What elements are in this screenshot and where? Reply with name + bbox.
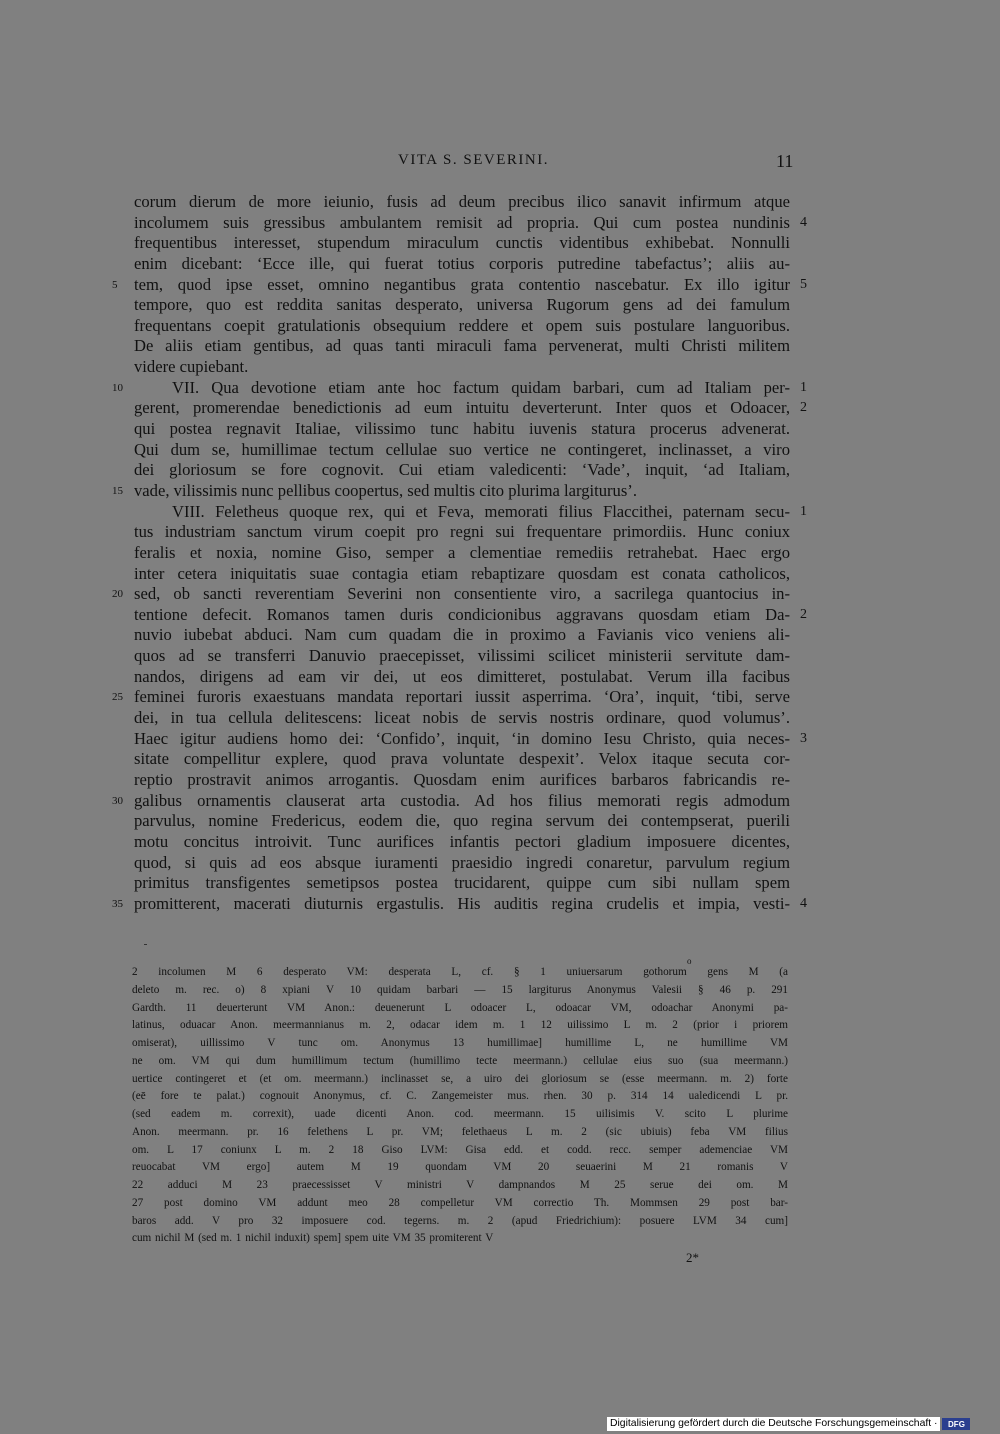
text-line-content: feminei furoris exaestuans mandata reportari iussit asperrima. ‘Ora’, inquit, ‘tibi, serve [134, 687, 790, 707]
text-line-content: sitate compellitur explere, quod prava voluntate despexit’. Velox itaque secuta cor- [134, 749, 790, 769]
text-line [134, 316, 790, 337]
apparatus-line: Anon. meermann. pr. 16 felethens L pr. VM; felethaeus L m. 2 (sic ubiuis) feba VM filius [132, 1125, 788, 1138]
apparatus-line: om. L 17 coniunx L m. 2 18 Giso LVM: Gisa edd. et codd. recc. semper ademenciae VM [132, 1143, 788, 1156]
text-line-content: tem, quod ipse esset, omnino negantibus grata contentio nascebatur. Ex illo igitur [134, 274, 790, 294]
text-line [112, 584, 790, 605]
text-line-content: quod, si quis ad eos absque iuramenti praesidio ingredi conaretur, parvulum regium [134, 852, 790, 872]
section-number: 1 [800, 503, 807, 519]
text-line-content: frequentibus interesset, stupendum miraculum cunctis videntibus exhibebat. Nonnulli [134, 233, 790, 253]
text-line [134, 667, 790, 688]
text-line-content: tentione defecit. Romanos tamen duris condicionibus aggravans quosdam etiam Da- [134, 604, 790, 624]
text-line [134, 770, 790, 791]
text-line [134, 440, 790, 461]
text-line-content: reptio prostravit animos arrogantis. Quosdam enim aurifices barbaros fabricandis re- [134, 769, 790, 789]
apparatus-line: 2 incolumen M 6 desperato VM: desperata L, cf. § 1 uniuersarum gothorum gens M (a [132, 966, 788, 978]
text-line [134, 419, 790, 440]
text-line-content: nuvio iubebat abduci. Nam cum quadam die in proximo a Favianis vico veniens ali- [134, 625, 790, 645]
text-line-content: dei gloriosum se fore cognovit. Cui etiam valedicenti: ‘Vade’, inquit, ‘ad Italiam, [134, 460, 790, 480]
text-line [134, 543, 790, 564]
apparatus-line: (eē fore te palat.) cognouit Anonymus, cf. C. Zangemeister mus. rhen. 30 p. 314 14 ualedicendi L pr. [132, 1090, 788, 1103]
line-number: 30 [112, 794, 123, 807]
text-line [134, 873, 790, 894]
text-line [112, 377, 807, 399]
text-line [134, 564, 790, 585]
text-line-content: feralis et noxia, nomine Giso, semper a clementiae remediis retrahebat. Haec ergo [134, 542, 790, 562]
critical-apparatus [132, 964, 788, 1248]
apparatus-line: deleto m. rec. o) 8 xpiani V 10 quidam barbari — 15 largiturus Anonymus Valesii § 46 p. 291 [132, 983, 788, 996]
apparatus-circle-mark: o [687, 956, 692, 966]
text-line [134, 295, 790, 316]
funding-note: Digitalisierung gefördert durch die Deutsche Forschungsgemeinschaft · [607, 1417, 940, 1431]
text-line [134, 192, 790, 213]
text-line-content: corum dierum de more ieiunio, fusis ad deum precibus ilico sanavit infirmum atque [134, 192, 790, 211]
apparatus-line: 27 post domino VM addunt meo 28 compelletur VM correctio Th. Mommsen 29 post bar- [132, 1196, 788, 1209]
text-line [134, 398, 807, 419]
text-line [134, 522, 790, 543]
section-number: 2 [800, 606, 807, 622]
text-line-content: nandos, dirigens ad eam vir dei, ut eos dimitteret, postulabat. Verum illa facibus [134, 666, 790, 686]
line-number: 5 [112, 278, 118, 291]
text-line [134, 646, 790, 667]
text-line-content: parvulus, nomine Fredericus, eodem die, quo regina servum dei contempserat, puerili [134, 811, 790, 831]
text-line-content: motu concitus introivit. Tunc aurifices infantis pectori gladium imposuere dicentes, [134, 831, 790, 851]
text-line-content: sed, ob sancti reverentiam Severini non consentiente viro, a sacrilega quantocius in- [134, 584, 790, 604]
text-line [134, 811, 790, 832]
text-line-content: De aliis etiam gentibus, ad quas tanti miraculi fama pervenerat, multi Christi militem [134, 336, 790, 356]
apparatus-line: uertice contingeret et (et om. meermann.) inclinasset se, a uiro dei gloriosum se (esse meermann. m. 2) forte [132, 1072, 788, 1085]
apparatus-line: 22 adduci M 23 praecessisset V ministri V dampnandos M 25 serue dei om. M [132, 1179, 788, 1191]
text-line-content: galibus ornamentis clauserat arta custodia. Ad hos filius memorati regis admodum [134, 790, 790, 810]
apparatus-line: ne om. VM qui dum humillimum tectum (humillimo tecte meermann.) cellulae eius suo (sua meermann.) [132, 1054, 788, 1067]
text-line [112, 790, 790, 812]
apparatus-line: latinus, oduacar Anon. meermannianus m. 2, odacar idem m. 1 12 uilissimo L m. 2 (prior i priorem [132, 1019, 788, 1032]
page-number: 11 [776, 151, 794, 171]
text-line [134, 749, 790, 770]
separator-rule [144, 944, 147, 945]
text-line-content: vade, vilissimis nunc pellibus coopertus, sed multis cito plurima largiturus’. [134, 480, 637, 500]
text-line-content: frequentans coepit gratulationis obsequium reddere et opem suis postulare languoribus. [134, 315, 790, 335]
text-line [134, 625, 790, 646]
section-number: 4 [800, 895, 807, 911]
text-line-content: qui postea regnavit Italiae, vilissimo tunc habitu iuvenis statura procerus advenerat. [134, 419, 790, 439]
text-line [112, 274, 807, 296]
running-title: VITA S. SEVERINI. [398, 152, 549, 168]
text-line [134, 832, 790, 853]
apparatus-line: Gardth. 11 deuerterunt VM Anon.: deuenerunt L odoacer L, odoacar VM, odoachar Anonymi pa- [132, 1001, 788, 1014]
line-number: 35 [112, 897, 123, 910]
line-number: 25 [112, 691, 123, 704]
signature-mark: 2* [686, 1250, 699, 1265]
apparatus-line: (sed eadem m. correxit), uade dicenti Anon. cod. meermann. 15 uilisimis V. scito L plurime [132, 1108, 788, 1120]
text-line [134, 604, 807, 626]
text-line-content: enim dicebant: ‘Ecce ille, qui fuerat totius corporis putredine tabefactus’; aliis au- [134, 253, 790, 273]
text-line-content: tus industriam sanctum virum coepit pro regni sui frequentare primordiis. Hunc coniux [134, 522, 790, 542]
text-line [134, 254, 790, 275]
text-line-content: incolumem suis gressibus ambulantem remisit ad propria. Qui cum postea nundinis [134, 212, 790, 232]
text-line [134, 460, 790, 481]
dfg-logo: DFG [942, 1418, 970, 1430]
text-line-content: gerent, promerendae benedictionis ad eum intuitu deverterunt. Inter quos et Odoacer, [134, 398, 790, 418]
text-line [112, 687, 790, 708]
text-line [134, 233, 790, 254]
section-number: 4 [800, 214, 807, 230]
text-line-content: dei, in tua cellula delitescens: liceat nobis de servis nostris ordinare, quod volumus’. [134, 708, 790, 728]
section-number: 2 [800, 400, 807, 416]
section-number: 3 [800, 730, 807, 746]
text-line-content: VII. Qua devotione etiam ante hoc factum quidam barbari, cum ad Italiam per- [172, 377, 790, 397]
apparatus-line: omiserat), uillissimo V tunc om. Anonymus 13 humillimae] humillime L, ne humillime VM [132, 1037, 788, 1049]
page-header [0, 152, 1000, 176]
text-line [134, 212, 807, 234]
text-line [134, 708, 790, 729]
text-line [112, 893, 807, 915]
text-line [134, 336, 790, 357]
line-number: 10 [112, 381, 123, 394]
apparatus-line: cum nichil M (sed m. 1 nichil induxit) spem] spem uite VM 35 promiterent V [132, 1232, 494, 1245]
text-line-content: tempore, quo est reddita sanitas desperato, universa Rugorum gens ad dei famulum [134, 295, 790, 315]
section-number: 5 [800, 276, 807, 292]
footer-bar [607, 1417, 970, 1431]
line-number: 15 [112, 484, 123, 497]
line-number: 20 [112, 588, 123, 601]
apparatus-line: reuocabat VM ergo] autem M 19 quondam VM 20 seuaerini M 21 romanis V [132, 1161, 788, 1174]
text-line [134, 357, 790, 378]
text-line-content: primitus transfigentes semetipsos postea trucidarent, quippe cum sibi nullam spem [134, 873, 790, 893]
text-line-content: Qui dum se, humillimae tectum cellulae suo vertice ne contingeret, inclinasset, a viro [134, 439, 790, 459]
text-line-content: VIII. Feletheus quoque rex, qui et Feva, memorati filius Flaccithei, paternam secu- [172, 501, 790, 521]
text-line [134, 728, 807, 750]
main-text [112, 192, 807, 914]
apparatus-line: baros add. V pro 32 imposuere cod. tegerns. m. 2 (apud Friedrichium): posuere LVM 34 cum] [132, 1214, 788, 1227]
text-line-content: promitterent, macerati diuturnis ergastulis. His auditis regina crudelis et impia, vesti- [134, 893, 790, 913]
text-line [134, 853, 790, 874]
text-line-content: quos ad se transferri Danuvio praecepisset, vilissimi scilicet ministerii servitute dam- [134, 646, 790, 666]
text-line-content: videre cupiebant. [134, 357, 249, 377]
section-number: 1 [800, 379, 807, 395]
text-line-content: Haec igitur audiens homo dei: ‘Confido’, inquit, ‘in domino Iesu Christo, quia neces- [134, 728, 790, 748]
text-line [112, 480, 790, 502]
text-line-content: inter cetera iniquitatis suae contagia etiam rebaptizare quosdam est conata catholicos, [134, 563, 790, 583]
text-line [134, 501, 807, 523]
